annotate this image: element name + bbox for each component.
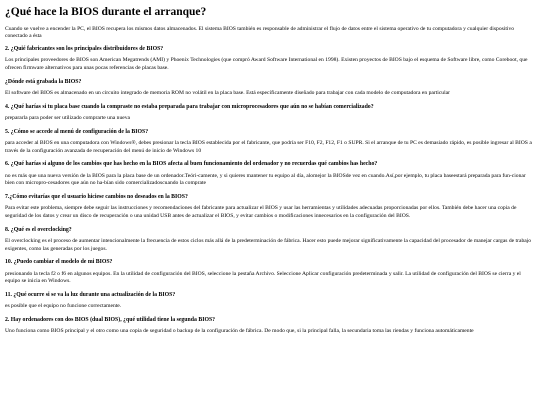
- answer-paragraph: Los principales proveedores de BIOS son American Megatrends (AMI) y Phoenix Technologies (que compró Award Software International en 1998). Existen proyectos de BIOS bajo el esquema de Software libre, como Coreboot, que ofrecen firmware alternativos para unas pocas referencias de placas base.: [5, 57, 528, 71]
- qa-item: [5, 161, 535, 188]
- question-heading: 7.¿Cómo evitarías que el usuario hiciese cambios no deseados en la BIOS?: [5, 193, 188, 200]
- question-heading: 4. ¿Qué harías si tu placa base cuando la compraste no estaba preparada para trabajar con microprocesadores que aún no se habían comercializado?: [5, 103, 374, 110]
- answer-paragraph: es posible que el equipo no funcione correctamente.: [5, 303, 122, 310]
- answer-paragraph: El overclocking es el proceso de aumentar intencionalmente la frecuencia de estos ciclos más allá de la predeterminación de fábrica. Hacer esto puede mejorar significativamente la capacidad del procesador de manejar cargas de trabajo exigentes, como las generadas por los juegos.: [5, 238, 532, 252]
- answer-paragraph: no es más que una nueva versión de la BIOS para la placa base de un ordenador.Teóri-camente, y si quieres mantener tu equipo al día, alomejor la BIOSde vez en cuando.Así,por ejemplo, tu placa baseestará preparada para fun-cionar bien con micropro-cesadores que aún no ha-bían sido comercializadoscuando la comprate: [5, 172, 526, 187]
- question-heading: 5. ¿Cómo se accede al menú de configuración de la BIOS?: [5, 128, 149, 135]
- question-heading: 2. Hay ordenadores con dos BIOS (dual BIOS), ¿qué utilidad tiene la segunda BIOS?: [5, 316, 216, 323]
- question-heading: 10. ¿Puedo cambiar el modelo de mi BIOS?: [5, 259, 113, 266]
- answer-paragraph: El software del BIOS es almacenado en un circuito integrado de memoria ROM no volátil en la placa base. Está específicamente diseñado para trabajar con cada modelo de computadora en particular: [5, 90, 450, 97]
- question-heading: 2. ¿Quié fabricantes son los principales distribuidores de BIOS?: [5, 45, 164, 52]
- qa-item: [5, 46, 535, 73]
- question-heading: 8. ¿Qué es el overclocking?: [5, 226, 72, 233]
- qa-item: [5, 194, 535, 221]
- qa-list: [5, 46, 535, 336]
- answer-paragraph: prepararla para poder ser utilizado comprarte una nueva: [5, 115, 131, 122]
- answer-paragraph: Uno funciona como BIOS principal y el otro como una copia de seguridad o backup de la configuración de fábrica. De modo que, si la principal falla, la secundaria toma las riendas y funciona automáticamente: [5, 328, 474, 335]
- answer-paragraph: para acceder al BIOS en una computadora con Windows®, debes presionar la tecla BIOS establecida por el fabricante, que podría ser F10, F2, F12, F1 o SUPR. Si el arranque de tu PC es demasiado rápido, es posible ingresar al BIOS a través de la configuración avanzada de recuperación del menú de inicio de Windows 10: [5, 140, 532, 154]
- qa-item: [5, 259, 535, 286]
- page-title: ¿Qué hace la BIOS durante el arranque?: [5, 6, 207, 18]
- answer-paragraph: presionando la tecla f2 o f6 en algunos equipos. En la utilidad de configuración del BIOS, seleccione la pestaña Archivo. Seleccione Aplicar configuración predeterminada y salir. La utilidad de configuración del BIOS se cierra y el equipo se inicia en Windows.: [5, 270, 521, 285]
- question-heading: ¿Dónde está grabada la BIOS?: [5, 78, 82, 85]
- qa-item: [5, 129, 535, 156]
- intro-paragraph: Cuando se vuelve a encender la PC, el BIOS recupera los mismos datos almacenados. El sistema BIOS también es responsable de administrar el flujo de datos entre el sistema operativo de tu computadora y cualquier dispositivo conectado a ésta: [5, 25, 515, 40]
- qa-item: [5, 79, 535, 98]
- qa-item: [5, 292, 535, 311]
- qa-item: [5, 227, 535, 254]
- qa-item: [5, 317, 535, 336]
- question-heading: 11. ¿Qué ocurre si se va la luz durante una actualización de la BIOS?: [5, 291, 176, 298]
- qa-item: [5, 104, 535, 123]
- answer-paragraph: Para evitar este problema, siempre debe seguir las instrucciones y recomendaciones del fabricante para actualizar el BIOS y usar las herramientas y utilidades adecuadas proporcionadas por ellos. También debe hacer una copia de seguridad de los datos y crear un disco de recuperación o una unidad USB antes de actualizar el BIOS, y evitar cambios o modificaciones innecesarios en la configuración del BIOS.: [5, 205, 517, 219]
- question-heading: 6. ¿Qué harías si alguno de los cambios que has hecho en la BIOS afecta al buen funcionamiento del ordenador y no recuerdas qué cambios has hecho?: [5, 161, 378, 168]
